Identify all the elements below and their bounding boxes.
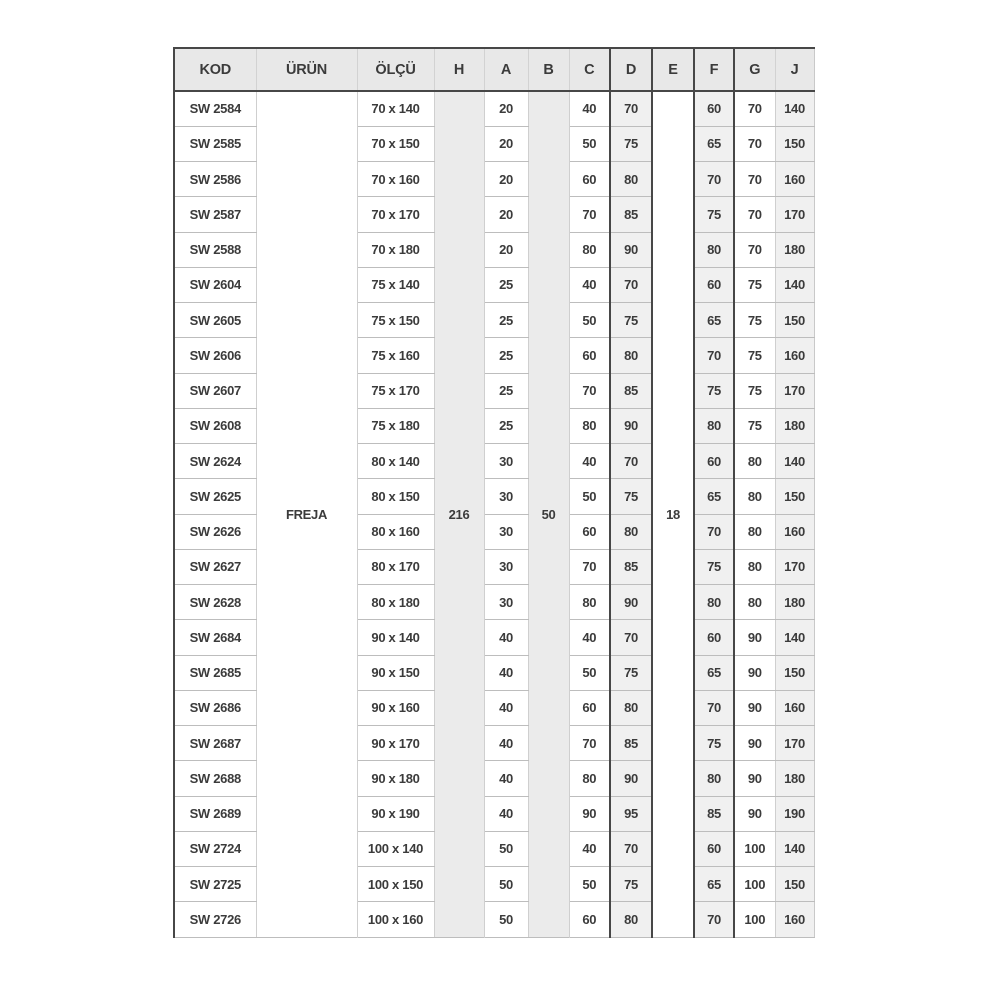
cell-olcu: 90 x 160: [357, 690, 434, 725]
cell-kod: SW 2627: [174, 549, 256, 584]
cell-d: 70: [610, 91, 652, 126]
cell-g: 75: [734, 303, 775, 338]
cell-olcu: 80 x 150: [357, 479, 434, 514]
cell-a: 20: [484, 197, 528, 232]
cell-kod: SW 2606: [174, 338, 256, 373]
cell-a: 40: [484, 761, 528, 796]
cell-olcu: 80 x 140: [357, 444, 434, 479]
header-g: G: [734, 48, 775, 91]
cell-d: 95: [610, 796, 652, 831]
cell-j: 190: [775, 796, 814, 831]
cell-a: 50: [484, 867, 528, 902]
cell-g: 70: [734, 232, 775, 267]
cell-olcu: 75 x 140: [357, 267, 434, 302]
cell-kod: SW 2604: [174, 267, 256, 302]
cell-d: 70: [610, 444, 652, 479]
cell-a: 30: [484, 444, 528, 479]
cell-a: 25: [484, 303, 528, 338]
cell-urun-merged: FREJA: [256, 91, 357, 937]
header-kod: KOD: [174, 48, 256, 91]
cell-a: 40: [484, 726, 528, 761]
cell-olcu: 90 x 140: [357, 620, 434, 655]
cell-olcu: 75 x 150: [357, 303, 434, 338]
cell-j: 180: [775, 585, 814, 620]
cell-olcu: 70 x 160: [357, 162, 434, 197]
cell-j: 150: [775, 655, 814, 690]
cell-g: 100: [734, 867, 775, 902]
cell-g: 75: [734, 373, 775, 408]
cell-d: 80: [610, 338, 652, 373]
cell-g: 80: [734, 549, 775, 584]
cell-f: 75: [694, 726, 734, 761]
cell-c: 60: [569, 338, 610, 373]
cell-kod: SW 2585: [174, 126, 256, 161]
cell-olcu: 90 x 150: [357, 655, 434, 690]
cell-c: 70: [569, 197, 610, 232]
cell-a: 20: [484, 126, 528, 161]
cell-c: 80: [569, 408, 610, 443]
header-olcu: ÖLÇÜ: [357, 48, 434, 91]
cell-kod: SW 2626: [174, 514, 256, 549]
cell-f: 70: [694, 902, 734, 937]
cell-f: 65: [694, 303, 734, 338]
cell-kod: SW 2687: [174, 726, 256, 761]
cell-g: 90: [734, 726, 775, 761]
cell-kod: SW 2684: [174, 620, 256, 655]
cell-j: 180: [775, 232, 814, 267]
cell-d: 85: [610, 373, 652, 408]
cell-a: 40: [484, 655, 528, 690]
cell-j: 170: [775, 373, 814, 408]
header-b: B: [528, 48, 569, 91]
cell-j: 140: [775, 267, 814, 302]
cell-g: 90: [734, 655, 775, 690]
cell-g: 75: [734, 408, 775, 443]
cell-c: 70: [569, 549, 610, 584]
cell-a: 40: [484, 690, 528, 725]
cell-j: 170: [775, 197, 814, 232]
cell-j: 160: [775, 338, 814, 373]
cell-f: 70: [694, 690, 734, 725]
cell-g: 90: [734, 761, 775, 796]
cell-d: 70: [610, 267, 652, 302]
cell-a: 30: [484, 585, 528, 620]
cell-f: 75: [694, 197, 734, 232]
cell-f: 70: [694, 514, 734, 549]
cell-c: 60: [569, 162, 610, 197]
cell-kod: SW 2588: [174, 232, 256, 267]
cell-olcu: 80 x 170: [357, 549, 434, 584]
cell-g: 90: [734, 620, 775, 655]
table-body: [174, 91, 814, 937]
cell-d: 90: [610, 761, 652, 796]
cell-g: 80: [734, 585, 775, 620]
cell-f: 60: [694, 620, 734, 655]
cell-g: 80: [734, 479, 775, 514]
cell-c: 80: [569, 585, 610, 620]
cell-j: 150: [775, 126, 814, 161]
cell-kod: SW 2608: [174, 408, 256, 443]
cell-kod: SW 2587: [174, 197, 256, 232]
cell-g: 80: [734, 444, 775, 479]
cell-a: 20: [484, 162, 528, 197]
cell-f: 85: [694, 796, 734, 831]
cell-a: 30: [484, 479, 528, 514]
spec-table-container: [173, 47, 813, 938]
cell-a: 30: [484, 549, 528, 584]
cell-j: 160: [775, 162, 814, 197]
cell-c: 60: [569, 690, 610, 725]
cell-a: 50: [484, 831, 528, 866]
cell-f: 60: [694, 267, 734, 302]
cell-olcu: 70 x 180: [357, 232, 434, 267]
cell-g: 100: [734, 902, 775, 937]
cell-kod: SW 2624: [174, 444, 256, 479]
cell-d: 75: [610, 655, 652, 690]
cell-c: 70: [569, 373, 610, 408]
cell-olcu: 75 x 160: [357, 338, 434, 373]
cell-a: 30: [484, 514, 528, 549]
cell-c: 80: [569, 761, 610, 796]
cell-f: 80: [694, 761, 734, 796]
cell-kod: SW 2586: [174, 162, 256, 197]
cell-f: 65: [694, 126, 734, 161]
cell-j: 140: [775, 91, 814, 126]
cell-kod: SW 2607: [174, 373, 256, 408]
cell-f: 80: [694, 232, 734, 267]
cell-j: 180: [775, 761, 814, 796]
cell-g: 100: [734, 831, 775, 866]
cell-a: 40: [484, 620, 528, 655]
cell-j: 150: [775, 303, 814, 338]
table-row: [174, 91, 814, 126]
cell-j: 150: [775, 867, 814, 902]
cell-kod: SW 2628: [174, 585, 256, 620]
cell-d: 75: [610, 126, 652, 161]
cell-j: 150: [775, 479, 814, 514]
cell-f: 75: [694, 549, 734, 584]
cell-d: 90: [610, 585, 652, 620]
cell-olcu: 80 x 180: [357, 585, 434, 620]
cell-c: 60: [569, 902, 610, 937]
cell-e-merged: 18: [652, 91, 694, 937]
cell-c: 50: [569, 867, 610, 902]
cell-g: 70: [734, 126, 775, 161]
cell-a: 25: [484, 373, 528, 408]
cell-g: 75: [734, 338, 775, 373]
cell-f: 65: [694, 655, 734, 690]
cell-a: 20: [484, 232, 528, 267]
cell-d: 80: [610, 902, 652, 937]
spec-table: [173, 47, 815, 938]
cell-g: 70: [734, 162, 775, 197]
cell-f: 80: [694, 408, 734, 443]
header-d: D: [610, 48, 652, 91]
cell-a: 25: [484, 338, 528, 373]
cell-c: 80: [569, 232, 610, 267]
cell-d: 80: [610, 514, 652, 549]
cell-j: 160: [775, 902, 814, 937]
cell-f: 70: [694, 338, 734, 373]
cell-d: 75: [610, 479, 652, 514]
cell-c: 40: [569, 444, 610, 479]
cell-olcu: 70 x 170: [357, 197, 434, 232]
cell-j: 140: [775, 444, 814, 479]
cell-c: 70: [569, 726, 610, 761]
cell-j: 140: [775, 831, 814, 866]
cell-f: 60: [694, 831, 734, 866]
cell-olcu: 100 x 150: [357, 867, 434, 902]
cell-olcu: 90 x 180: [357, 761, 434, 796]
cell-olcu: 100 x 140: [357, 831, 434, 866]
cell-olcu: 80 x 160: [357, 514, 434, 549]
cell-c: 40: [569, 620, 610, 655]
cell-olcu: 90 x 170: [357, 726, 434, 761]
cell-d: 90: [610, 408, 652, 443]
cell-f: 75: [694, 373, 734, 408]
cell-olcu: 100 x 160: [357, 902, 434, 937]
cell-c: 60: [569, 514, 610, 549]
cell-c: 40: [569, 831, 610, 866]
header-j: J: [775, 48, 814, 91]
cell-olcu: 70 x 140: [357, 91, 434, 126]
cell-f: 65: [694, 867, 734, 902]
header-h: H: [434, 48, 484, 91]
cell-kod: SW 2689: [174, 796, 256, 831]
cell-kod: SW 2584: [174, 91, 256, 126]
cell-a: 50: [484, 902, 528, 937]
cell-f: 80: [694, 585, 734, 620]
table-header: [174, 48, 814, 91]
cell-a: 25: [484, 408, 528, 443]
cell-a: 20: [484, 91, 528, 126]
cell-d: 85: [610, 549, 652, 584]
cell-kod: SW 2725: [174, 867, 256, 902]
header-a: A: [484, 48, 528, 91]
cell-c: 90: [569, 796, 610, 831]
cell-d: 80: [610, 162, 652, 197]
cell-g: 70: [734, 91, 775, 126]
cell-b-merged: 50: [528, 91, 569, 937]
cell-kod: SW 2724: [174, 831, 256, 866]
header-f: F: [694, 48, 734, 91]
cell-f: 60: [694, 444, 734, 479]
cell-kod: SW 2685: [174, 655, 256, 690]
cell-d: 85: [610, 197, 652, 232]
cell-g: 75: [734, 267, 775, 302]
cell-olcu: 90 x 190: [357, 796, 434, 831]
cell-d: 85: [610, 726, 652, 761]
cell-d: 75: [610, 303, 652, 338]
cell-j: 170: [775, 726, 814, 761]
cell-kod: SW 2686: [174, 690, 256, 725]
cell-c: 40: [569, 267, 610, 302]
cell-c: 50: [569, 655, 610, 690]
header-e: E: [652, 48, 694, 91]
cell-c: 50: [569, 479, 610, 514]
cell-kod: SW 2688: [174, 761, 256, 796]
cell-olcu: 70 x 150: [357, 126, 434, 161]
header-urun: ÜRÜN: [256, 48, 357, 91]
header-row: [174, 48, 814, 91]
cell-f: 60: [694, 91, 734, 126]
cell-d: 70: [610, 620, 652, 655]
cell-d: 80: [610, 690, 652, 725]
cell-c: 40: [569, 91, 610, 126]
cell-olcu: 75 x 170: [357, 373, 434, 408]
cell-a: 40: [484, 796, 528, 831]
cell-g: 70: [734, 197, 775, 232]
cell-c: 50: [569, 303, 610, 338]
cell-c: 50: [569, 126, 610, 161]
cell-j: 170: [775, 549, 814, 584]
cell-j: 160: [775, 514, 814, 549]
cell-h-merged: 216: [434, 91, 484, 937]
cell-j: 160: [775, 690, 814, 725]
cell-kod: SW 2605: [174, 303, 256, 338]
cell-g: 90: [734, 796, 775, 831]
cell-olcu: 75 x 180: [357, 408, 434, 443]
cell-f: 70: [694, 162, 734, 197]
cell-a: 25: [484, 267, 528, 302]
cell-d: 75: [610, 867, 652, 902]
cell-kod: SW 2625: [174, 479, 256, 514]
cell-j: 140: [775, 620, 814, 655]
cell-kod: SW 2726: [174, 902, 256, 937]
cell-d: 90: [610, 232, 652, 267]
cell-j: 180: [775, 408, 814, 443]
header-c: C: [569, 48, 610, 91]
cell-d: 70: [610, 831, 652, 866]
cell-f: 65: [694, 479, 734, 514]
cell-g: 80: [734, 514, 775, 549]
cell-g: 90: [734, 690, 775, 725]
